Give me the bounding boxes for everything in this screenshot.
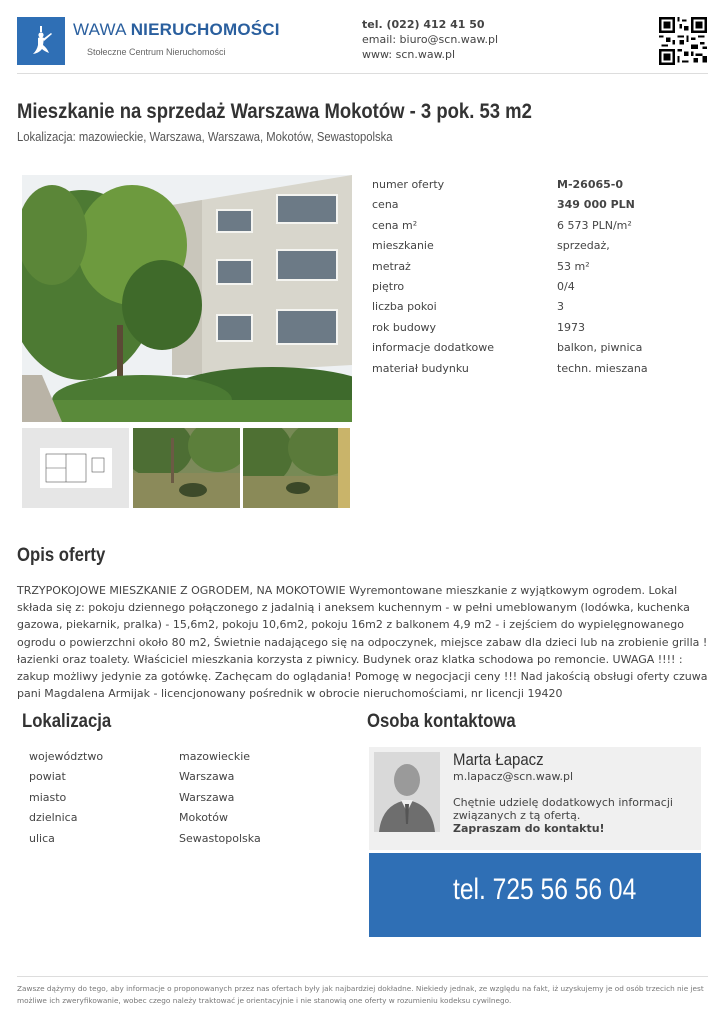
thumbnail-garden-2[interactable]: [243, 428, 350, 508]
detail-row: [372, 178, 672, 198]
location-value: mazowieckie: [179, 750, 251, 763]
company-contact: [362, 17, 498, 62]
detail-row: [372, 362, 672, 382]
detail-label: materiał budynku: [372, 361, 469, 375]
location-value: Sewastopolska: [179, 831, 261, 845]
location-label: województwo: [29, 750, 104, 763]
description-heading: Opis oferty: [17, 545, 106, 566]
detail-value: 0/4: [557, 279, 575, 293]
detail-value: 53 m²: [557, 259, 590, 273]
agent-message: [453, 796, 693, 835]
detail-label: rok budowy: [372, 320, 437, 334]
header-divider: [17, 73, 708, 74]
detail-label: numer oferty: [372, 178, 445, 191]
company-phone[interactable]: tel. (022) 412 41 50: [362, 18, 485, 31]
location-value: Warszawa: [179, 790, 235, 804]
location-row: [29, 791, 289, 811]
detail-value: 349 000 PLN: [557, 198, 635, 212]
brand-light: WAWA: [73, 20, 126, 39]
company-website[interactable]: www: scn.waw.pl: [362, 48, 456, 61]
detail-value: techn. mieszana: [557, 361, 648, 375]
brand-bold: NIERUCHOMOŚCI: [130, 20, 280, 39]
agent-message-text: Chętnie udzielę dodatkowych informacji związanych z tą ofertą.: [453, 796, 673, 822]
detail-value: 3: [557, 300, 564, 314]
person-avatar-icon: [374, 752, 440, 832]
main-photo[interactable]: [22, 175, 352, 422]
footer-disclaimer: Zawsze dążymy do tego, aby informacje o proponowanych przez nas ofertach były jak najbardziej dokładne. Niekiedy jednak, ze względu na fakt, iż uzyskujemy je od osób trzecich nie jest możliwe ich zweryfikowanie, wobec czego należy traktować je orientacyjnie i nie stanowią one oferty w rozumieniu kodeksu cywilnego.: [17, 984, 704, 1005]
detail-label: metraż: [372, 259, 411, 273]
agent-email[interactable]: m.lapacz@scn.waw.pl: [453, 770, 574, 783]
detail-row: [372, 260, 672, 280]
thumbnail-garden-1[interactable]: [133, 428, 240, 508]
brand-subtitle: Stołeczne Centrum Nieruchomości: [87, 47, 226, 57]
agent-name: Marta Łapacz: [453, 750, 544, 769]
location-table: [29, 750, 289, 852]
detail-row: [372, 239, 672, 259]
agent-phone[interactable]: tel. 725 56 56 04: [453, 873, 637, 906]
location-heading: Lokalizacja: [22, 711, 112, 732]
detail-row: [372, 280, 672, 300]
location-value: Warszawa: [179, 770, 235, 784]
company-email[interactable]: email: biuro@scn.waw.pl: [362, 33, 499, 46]
contact-card: [369, 747, 701, 850]
contact-heading: Osoba kontaktowa: [367, 711, 516, 732]
detail-value: M-26065-0: [557, 178, 623, 191]
location-label: dzielnica: [29, 811, 78, 825]
description-text: TRZYPOKOJOWE MIESZKANIE Z OGRODEM, NA MOKOTOWIE Wyremontowane mieszkanie z wyjątkowym ogrodem. Lokal składa się z: pokoju dziennego połączonego z jadalnią i aneksem kuchennym - w pełni umeblowanym (lodówka, kuchenka gazowa, piekarnik, pralka) - 15,6m2, pokoju 10,6m2, pokoju 16m2 z balkonem 4,9 m2 - i zejściem do wypielęgnowanego ogrodu o powierzchni około 80 m2, Świetnie nadającego się na odpoczynek, miejsce zabaw dla dzieci lub na zrobienie grilla ! łazienki oraz toalety. Właściciel mieszkania korzysta z piwnicy. Budynek oraz klatka schodowa po remoncie. UWAGA !!!! : zakup możliwy jedynie za gotówkę. Zachęcam do oglądania! Pomogę w negocjacji ceny !!! Nad jakością obsługi oferty czuwa pani Magdalena Armijak - licencjonowany pośrednik w obrocie nieruchomościami, nr licencji 19420: [17, 584, 708, 701]
detail-label: liczba pokoi: [372, 300, 437, 314]
detail-label: piętro: [372, 279, 405, 293]
qr-code-icon: [659, 17, 707, 65]
details-table: [372, 178, 672, 382]
detail-row: [372, 321, 672, 341]
location-row: [29, 832, 289, 852]
location-label: miasto: [29, 790, 67, 804]
location-row: [29, 811, 289, 831]
detail-row: [372, 300, 672, 320]
detail-row: [372, 341, 672, 361]
detail-label: mieszkanie: [372, 239, 434, 253]
detail-row: [372, 198, 672, 218]
company-logo[interactable]: [17, 17, 65, 65]
location-value: Mokotów: [179, 811, 228, 825]
location-line: Lokalizacja: mazowieckie, Warszawa, Warszawa, Mokotów, Sewastopolska: [17, 130, 393, 144]
detail-label: cena m²: [372, 218, 418, 232]
mermaid-icon: [25, 23, 57, 59]
location-row: [29, 750, 289, 770]
thumbnail-floorplan[interactable]: [22, 428, 129, 508]
location-label: powiat: [29, 770, 66, 784]
detail-value: 1973: [557, 320, 585, 334]
detail-label: cena: [372, 198, 399, 212]
location-label: ulica: [29, 831, 55, 845]
detail-label: informacje dodatkowe: [372, 341, 495, 355]
detail-value: 6 573 PLN/m²: [557, 218, 632, 232]
location-row: [29, 770, 289, 790]
brand-name: [73, 20, 280, 40]
agent-cta: Zapraszam do kontaktu!: [453, 822, 605, 835]
detail-value: balkon, piwnica: [557, 341, 643, 355]
detail-row: [372, 219, 672, 239]
agent-phone-box[interactable]: [369, 853, 701, 937]
detail-value: sprzedaż,: [557, 239, 610, 253]
footer-divider: [17, 976, 708, 977]
page-title: Mieszkanie na sprzedaż Warszawa Mokotów - 3 pok. 53 m2: [17, 100, 532, 123]
